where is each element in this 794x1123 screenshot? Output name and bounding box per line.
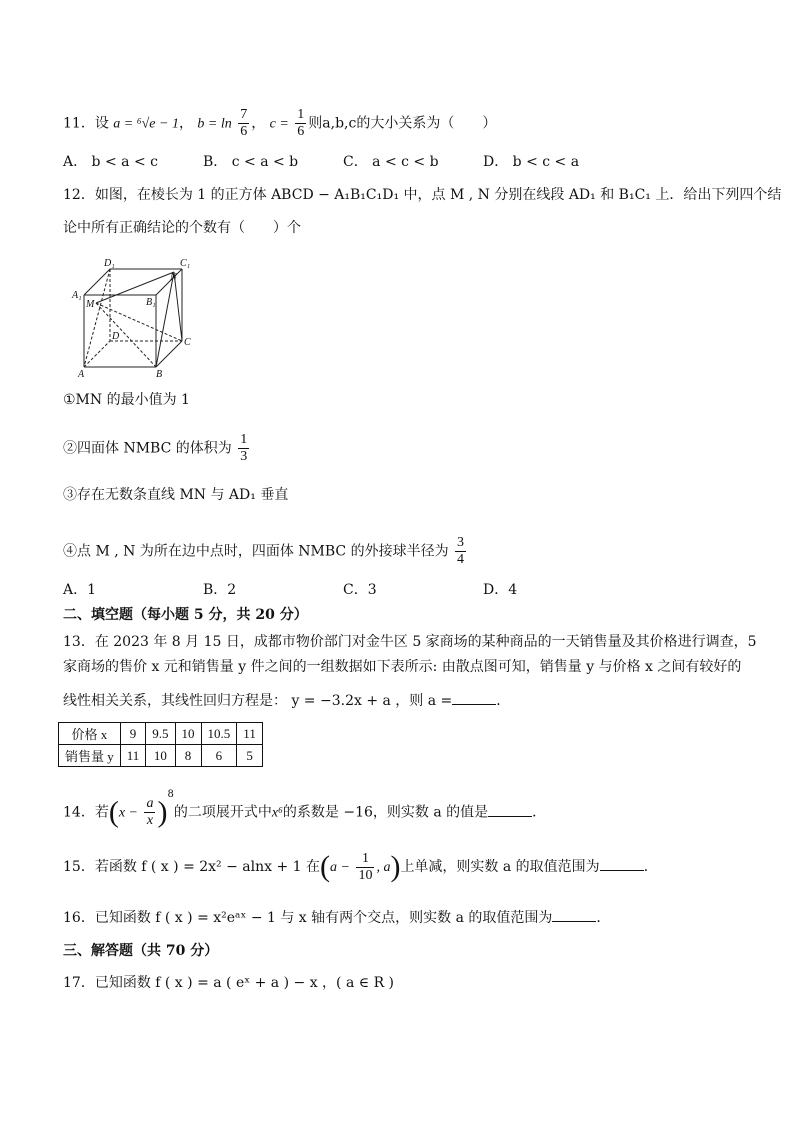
q15-stem [63,850,658,885]
q12-line2: 论中所有正确结论的个数有（ ）个 [63,220,301,236]
q17-stem: 17．已知函数 f ( x ) = a ( eˣ + a ) − x ，( a ∈ R ) [63,975,395,991]
q15-interval-b: , a [376,860,391,875]
q11-option-d[interactable]: D． b < c < a [483,154,580,170]
q11-b-den: 6 [240,124,248,139]
q14-end: ． [532,804,547,821]
q12-s4-frac [455,535,466,568]
label-D1: D₁ [104,258,115,269]
q16-text: 16．已知函数 f ( x ) = x²eᵃˣ − 1 与 x 轴有两个交点，则实数 a 的取值范围为 [63,910,553,926]
q15-right-paren: ) [390,850,401,883]
q12-line1: 12．如图，在棱长为 1 的正方体 ABCD − A₁B₁C₁D₁ 中，点 M , N 分别在线段 AD₁ 和 B₁C₁ 上．给出下列四个结 [63,187,782,203]
table-header-sales: 销售量 y [59,745,121,767]
q14-frac [144,796,155,829]
q11-b-num: 7 [240,107,248,122]
q11-c-den: 6 [297,124,305,139]
q13-line2: 家商场的售价 x 元和销售量 y 件之间的一组数据如下表所示: 由散点图可知，销售量 y 与价格 x 之间有较好的 [63,659,742,675]
table-cell: 10.5 [201,723,237,745]
q12-statement-3: ③存在无数条直线 MN 与 AD₁ 垂直 [63,487,289,503]
q14-frac-den: x [146,813,154,829]
label-N: N [170,272,177,283]
q12-statement-4 [63,535,468,568]
q15-text: 上单减，则实数 a 的取值范围为 [400,859,600,875]
q11-option-c[interactable]: C． a < c < b [343,154,439,170]
q13-line1: 13．在 2023 年 8 月 15 日，成都市物价部门对金牛区 5 家商场的某种商品的一天销售量及其价格进行调查，5 [63,634,757,650]
label-B1: B₁ [146,297,156,308]
label-B: B [156,369,163,380]
q11-question: 则a,b,c的大小关系为（ ） [308,115,497,132]
q12-s4-num: 3 [457,535,465,550]
q14-text1: 的二项展开式中 [173,804,272,821]
q12-option-c[interactable]: C．3 [343,582,377,598]
q13-data-table [58,722,263,767]
q14-exponent: 8 [167,789,174,800]
q15-left-paren: ( [320,850,331,883]
q11-stem: 11．设 a = ⁶√e − 1， b = ln $\frac{7}{6}$ ， c = $\frac{1}{6}$ 则a,b,c的大小关系为（ ） [63,107,497,139]
table-cell: 10 [175,723,201,745]
label-C: C [184,337,191,348]
label-M: M [86,299,95,310]
q15-frac-num: 1 [356,851,374,868]
q16-end: ． [596,910,611,926]
q11-text: 设 [94,115,109,132]
q12-s2-text: ②四面体 NMBC 的体积为 [63,440,232,457]
table-header-price: 价格 x [59,723,121,745]
q16-stem [63,907,610,928]
label-A: A [78,369,85,380]
q12-s2-den: 3 [240,449,248,464]
q14-prefix: 14．若 [63,804,109,821]
q13-line3-text: 线性相关关系，其线性回归方程是： y = −3.2x + a ，则 a = [63,693,453,709]
q13-answer-blank[interactable] [452,690,496,705]
q11-number: 11． [63,115,95,132]
q11-option-a[interactable]: A． b < a < c [63,154,158,170]
q11-c-frac [295,107,306,140]
q11-c-expr: c = [269,116,289,132]
table-cell: 9 [120,723,146,745]
q12-option-a[interactable]: A．1 [63,582,97,598]
label-C1: C₁ [180,258,191,269]
q14-right-paren: ) [157,795,168,829]
q12-option-d[interactable]: D．4 [483,582,518,598]
q15-end: ． [643,859,658,875]
q11-a-expr: a = ⁶√e − 1 [113,116,179,132]
q12-s2-frac [238,432,249,465]
q14-left-paren: ( [108,795,119,829]
q14-text2: 的系数是 −16，则实数 a 的值是 [282,804,489,821]
q12-s2-num: 1 [240,432,248,447]
table-cell: 10 [146,745,175,767]
q11-option-b[interactable]: B． c < a < b [203,154,299,170]
q12-s4-den: 4 [457,552,465,567]
label-A1: A₁ [72,290,82,301]
q15-answer-blank[interactable] [600,856,644,871]
q12-statement-2 [63,432,251,465]
q12-option-b[interactable]: B．2 [203,582,237,598]
q16-answer-blank[interactable] [552,907,596,922]
table-cell: 5 [237,745,263,767]
table-cell: 6 [201,745,237,767]
q11-c-num: 1 [297,107,305,122]
q14-answer-blank[interactable] [488,802,532,817]
q15-interval-a: a − [330,860,350,875]
cube-figure [70,255,200,380]
table-row [59,723,263,745]
q11-b-expr: b = ln [197,116,232,132]
table-cell: 9.5 [146,723,175,745]
q15-frac [356,851,374,884]
table-cell: 11 [237,723,263,745]
table-cell: 8 [175,745,201,767]
q14-term: x⁶ [271,805,283,821]
q14-frac-num: a [146,796,154,812]
q11-b-frac [238,107,249,140]
table-cell: 11 [120,745,146,767]
q13-line3 [63,690,510,711]
table-row [59,745,263,767]
q15-prefix: 15．若函数 f ( x ) = 2x² − alnx + 1 在 [63,859,321,875]
section-3-heading: 三、解答题（共 70 分） [63,943,219,959]
q12-statement-1: ①MN 的最小值为 1 [63,392,190,408]
q14-stem [63,789,547,831]
section-2-heading: 二、填空题（每小题 5 分，共 20 分） [63,607,308,623]
q15-frac-den: 10 [358,867,373,883]
q13-line3-end: ． [496,693,511,709]
label-D: D [112,331,120,342]
q14-x-term: x − [118,805,138,821]
q12-s4-text: ④点 M , N 为所在边中点时，四面体 NMBC 的外接球半径为 [63,543,449,560]
